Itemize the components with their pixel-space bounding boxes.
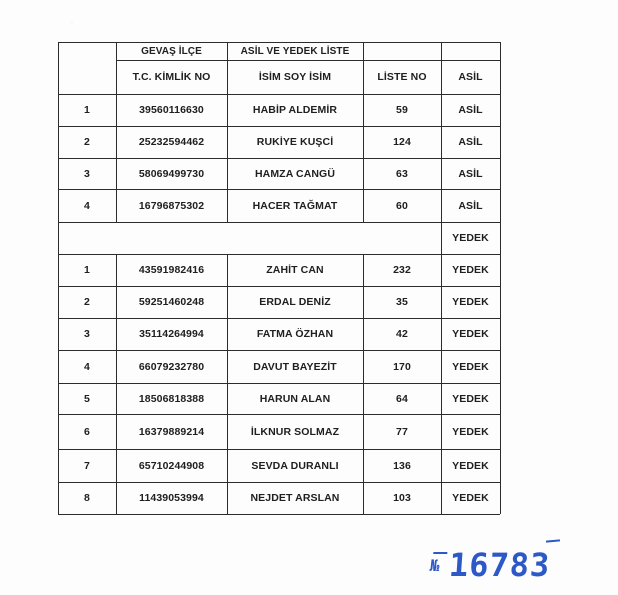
- table-row-name: DAVUT BAYEZİT: [253, 360, 337, 373]
- grid-line: [363, 42, 364, 222]
- grid-line: [58, 482, 500, 483]
- grid-line: [58, 158, 500, 159]
- table-row-tc: 59251460248: [138, 296, 205, 308]
- grid-line: [116, 60, 500, 61]
- grid-line: [58, 189, 500, 190]
- scan-mark: ·: [71, 20, 73, 26]
- table-row-liste-no: 170: [393, 360, 411, 373]
- table-row-status: YEDEK: [452, 328, 489, 340]
- table-row-name: HACER TAĞMAT: [252, 199, 338, 212]
- table-row-tc: 43591982416: [138, 264, 205, 276]
- table-row-name: SEVDA DURANLI: [251, 459, 339, 472]
- liste-title-header: ASİL VE YEDEK LİSTE: [240, 45, 350, 57]
- grid-line: [58, 383, 500, 384]
- table-row-liste-no: 124: [393, 136, 411, 148]
- grid-line: [58, 126, 500, 127]
- column-asil: ASİL: [458, 71, 483, 83]
- table-row-index: 8: [84, 492, 90, 504]
- table-row-tc: 16796875302: [138, 199, 205, 212]
- table-row-index: 4: [84, 360, 90, 373]
- table-row-liste-no: 77: [396, 425, 408, 438]
- table-row-tc: 11439053994: [139, 492, 204, 504]
- column-liste-no: LİSTE NO: [377, 71, 427, 83]
- table-row-name: İLKNUR SOLMAZ: [250, 425, 340, 438]
- table-row-index: 1: [84, 104, 90, 116]
- grid-line: [227, 254, 228, 514]
- table-row-index: 2: [84, 296, 90, 308]
- stamp-mark: [546, 539, 560, 542]
- serial-number: 16783: [447, 546, 552, 584]
- grid-line: [58, 94, 500, 95]
- table-row-index: 6: [84, 425, 90, 438]
- table-row-index: 3: [84, 167, 90, 180]
- grid-line: [58, 42, 500, 43]
- table-row-tc: 66079232780: [138, 360, 205, 373]
- table-row-tc: 35114264994: [139, 328, 204, 340]
- table-row-name: HABİP ALDEMİR: [252, 104, 338, 116]
- table-row-status: YEDEK: [452, 392, 489, 405]
- table-row-liste-no: 35: [396, 296, 408, 308]
- grid-line: [58, 254, 500, 255]
- table-row-name: ZAHİT CAN: [266, 264, 324, 276]
- table-row-index: 4: [84, 199, 90, 212]
- table-row-index: 7: [84, 459, 90, 472]
- table-row-name: NEJDET ARSLAN: [250, 492, 340, 504]
- table-row-liste-no: 42: [396, 328, 408, 340]
- grid-line: [58, 449, 500, 450]
- table-row-name: RUKİYE KUŞCİ: [256, 136, 334, 148]
- table-row-tc: 65710244908: [138, 459, 205, 472]
- column-tc-kimlik: T.C. KİMLİK NO: [132, 71, 211, 83]
- table-row-tc: 16379889214: [138, 425, 205, 438]
- grid-line: [441, 42, 442, 514]
- table-row-status: YEDEK: [452, 296, 489, 308]
- grid-line: [58, 318, 500, 319]
- grid-line: [500, 42, 501, 514]
- numero-sign: №: [429, 556, 440, 575]
- gevas-ilce-header: GEVAŞ İLÇE: [141, 45, 202, 57]
- table-row-index: 5: [84, 392, 90, 405]
- table-row-tc: 58069499730: [138, 167, 205, 180]
- table-row-tc: 25232594462: [138, 136, 205, 148]
- asil-yedek-table: [58, 42, 500, 514]
- grid-line: [116, 254, 117, 514]
- grid-line: [227, 42, 228, 222]
- table-row-name: HARUN ALAN: [259, 392, 331, 405]
- serial-number-stamp: [430, 538, 565, 590]
- table-row-name: ERDAL DENİZ: [259, 296, 331, 308]
- table-row-status: ASİL: [458, 199, 483, 212]
- grid-line: [58, 350, 500, 351]
- yedek-header: YEDEK: [452, 232, 489, 244]
- table-row-liste-no: 59: [396, 104, 408, 116]
- grid-line: [58, 42, 59, 514]
- grid-line: [363, 254, 364, 514]
- grid-line: [58, 414, 500, 415]
- table-row-index: 2: [84, 136, 90, 148]
- table-row-name: HAMZA CANGÜ: [254, 167, 336, 180]
- table-row-liste-no: 63: [396, 167, 408, 180]
- table-row-liste-no: 136: [393, 459, 411, 472]
- table-row-tc: 39560116630: [139, 104, 204, 116]
- grid-line: [58, 514, 500, 515]
- table-row-status: YEDEK: [452, 360, 489, 373]
- table-row-liste-no: 64: [396, 392, 408, 405]
- column-isim: İSİM SOY İSİM: [258, 71, 332, 83]
- table-row-tc: 18506818388: [138, 392, 205, 405]
- grid-line: [58, 286, 500, 287]
- table-row-status: ASİL: [458, 136, 483, 148]
- grid-line: [116, 42, 117, 222]
- grid-line: [58, 222, 500, 223]
- table-row-index: 3: [84, 328, 90, 340]
- table-row-name: FATMA ÖZHAN: [256, 328, 334, 340]
- table-row-liste-no: 60: [396, 199, 408, 212]
- table-row-liste-no: 232: [393, 264, 411, 276]
- table-row-status: ASİL: [458, 104, 483, 116]
- table-row-index: 1: [84, 264, 90, 276]
- table-row-status: YEDEK: [452, 264, 489, 276]
- table-row-status: YEDEK: [452, 459, 489, 472]
- table-row-status: YEDEK: [452, 492, 489, 504]
- table-row-status: YEDEK: [452, 425, 489, 438]
- table-row-liste-no: 103: [393, 492, 411, 504]
- table-row-status: ASİL: [458, 167, 483, 180]
